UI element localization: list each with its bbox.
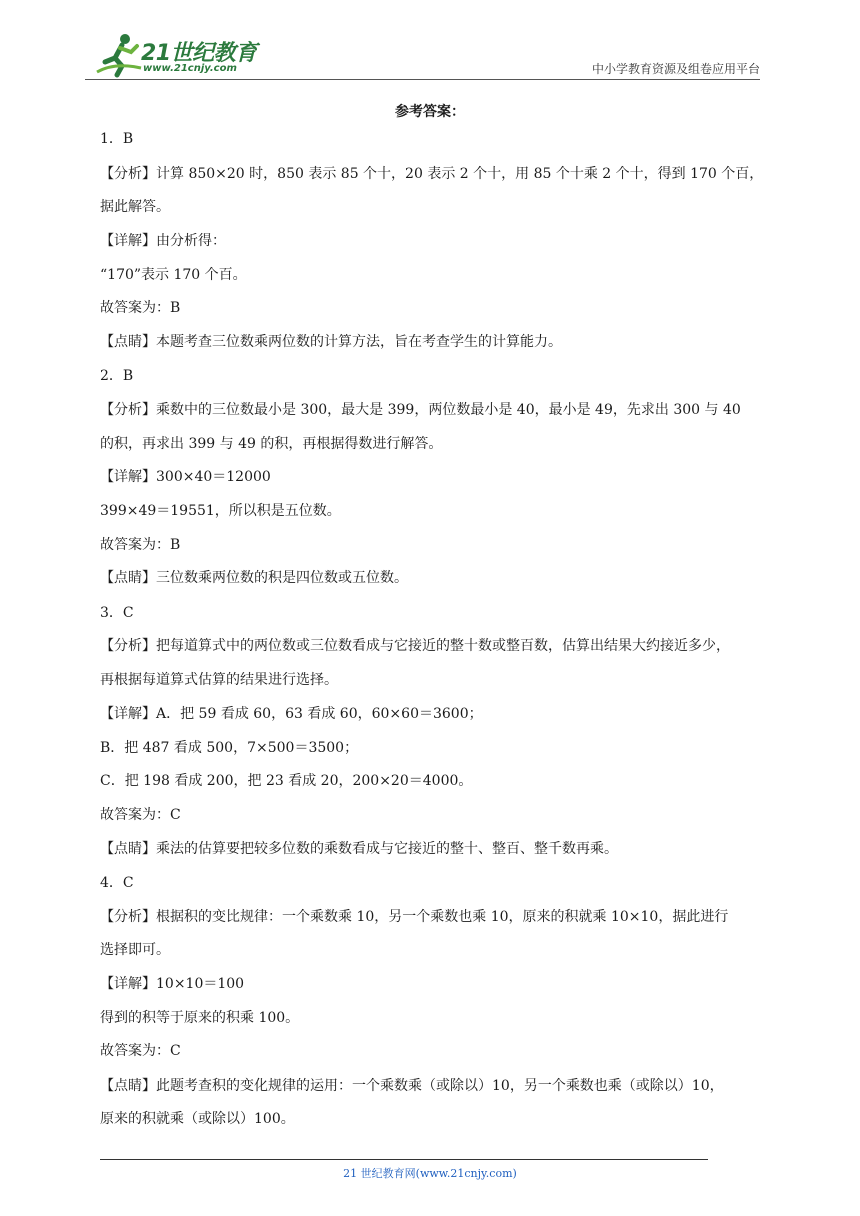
text-line: 得到的积等于原来的积乘 100。 — [100, 1010, 300, 1026]
text-line: C．把 198 看成 200，把 23 看成 20，200×20＝4000。 — [100, 773, 473, 789]
page-header — [95, 30, 760, 80]
text-line: 【点睛】乘法的估算要把较多位数的乘数看成与它接近的整十、整百、整千数再乘。 — [100, 841, 618, 857]
header-divider — [85, 79, 760, 80]
text-line: 1．B — [100, 131, 134, 147]
text-line: 【分析】根据积的变比规律：一个乘数乘 10，另一个乘数也乘 10，原来的积就乘 10×10，据此进行 — [100, 909, 729, 925]
text-line: 399×49＝19551，所以积是五位数。 — [100, 503, 341, 519]
text-line: 选择即可。 — [100, 942, 170, 958]
text-line: 故答案为：C — [100, 807, 181, 823]
runner-logo-icon — [95, 32, 143, 78]
text-line: 故答案为：B — [100, 300, 181, 316]
text-line: 【详解】10×10＝100 — [100, 976, 245, 992]
logo — [95, 30, 265, 78]
text-line: 【分析】计算 850×20 时，850 表示 85 个十，20 表示 2 个十，用 85 个十乘 2 个十，得到 170 个百， — [100, 166, 764, 182]
text-line: 【点睛】此题考查积的变化规律的运用：一个乘数乘（或除以）10，另一个乘数也乘（或除以）10， — [100, 1078, 724, 1094]
text-line: 【分析】把每道算式中的两位数或三位数看成与它接近的整十数或整百数，估算出结果大约接近多少， — [100, 638, 730, 654]
logo-text: 21世纪教育 — [141, 41, 257, 66]
text-line: “170”表示 170 个百。 — [100, 267, 247, 283]
text-line: 故答案为：C — [100, 1043, 181, 1059]
text-line: 再根据每道算式估算的结果进行选择。 — [100, 672, 338, 688]
text-line: 4．C — [100, 875, 134, 891]
text-line: 据此解答。 — [100, 199, 170, 215]
text-line: 【详解】300×40＝12000 — [100, 469, 271, 485]
platform-name: 中小学教育资源及组卷应用平台 — [591, 62, 760, 76]
page-title: 参考答案： — [395, 104, 465, 120]
text-line: 原来的积就乘（或除以）100。 — [100, 1111, 295, 1127]
text-line: 【点睛】本题考查三位数乘两位数的计算方法，旨在考查学生的计算能力。 — [100, 334, 562, 350]
footer-link[interactable]: 21 世纪教育网(www.21cnjy.com) — [343, 1167, 517, 1180]
text-line: 【详解】A．把 59 看成 60，63 看成 60，60×60＝3600； — [100, 706, 483, 722]
text-line: 的积，再求出 399 与 49 的积，再根据得数进行解答。 — [100, 436, 443, 452]
text-line: 【分析】乘数中的三位数最小是 300，最大是 399，两位数最小是 40，最小是 49，先求出 300 与 40 — [100, 402, 741, 418]
footer-divider — [100, 1159, 708, 1160]
text-line: 3．C — [100, 605, 134, 621]
text-line: 2．B — [100, 368, 134, 384]
text-line: 【点睛】三位数乘两位数的积是四位数或五位数。 — [100, 570, 408, 586]
text-line: 【详解】由分析得： — [100, 233, 226, 249]
logo-url: www.21cnjy.com — [143, 63, 237, 74]
text-line: 故答案为：B — [100, 537, 181, 553]
text-line: B．把 487 看成 500，7×500＝3500； — [100, 740, 359, 756]
